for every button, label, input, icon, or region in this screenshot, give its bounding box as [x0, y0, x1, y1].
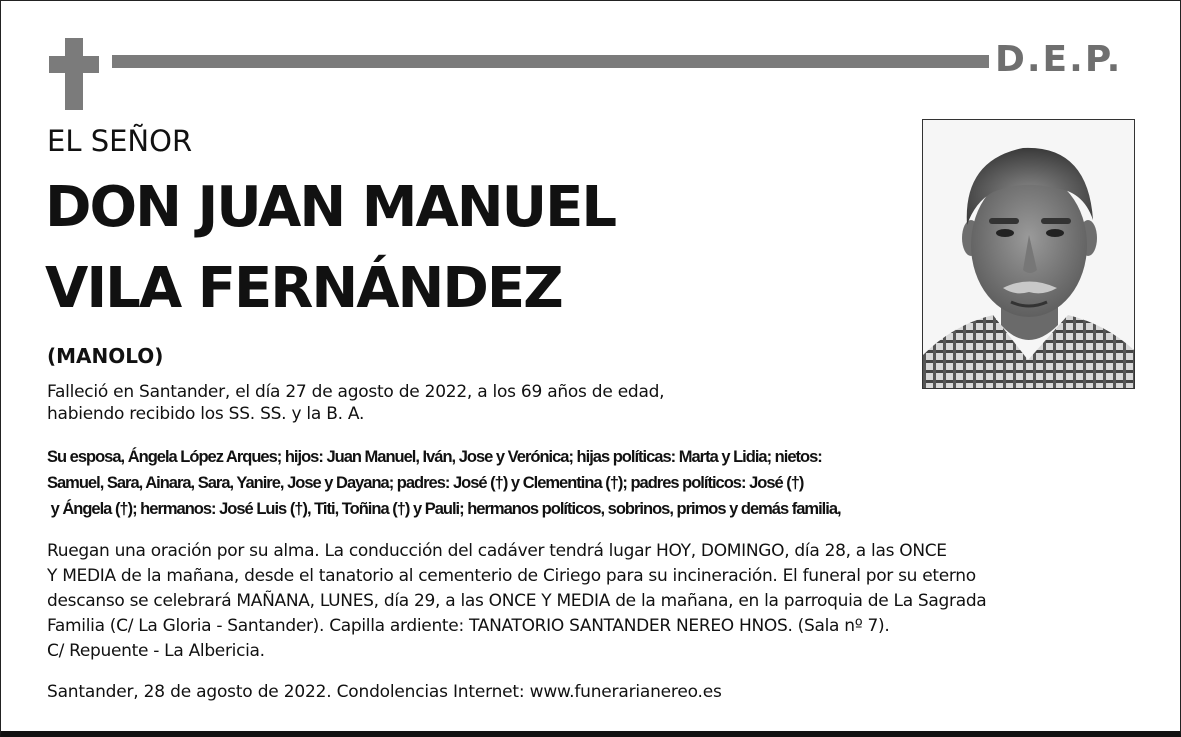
service-line5: C/ Repuente - La Albericia.	[47, 641, 265, 661]
portrait-image	[923, 120, 1135, 389]
service-line2: Y MEDIA de la mañana, desde el tanatorio al cementerio de Ciriego para su incineración. El funeral por su eterno	[47, 566, 976, 586]
family-line2: Samuel, Sara, Ainara, Sara, Yanire, Jose y Dayana; padres: José (†) y Clementina (†); padres políticos: José (†)	[47, 474, 804, 492]
service-line4: Familia (C/ La Gloria - Santander). Capilla ardiente: TANATORIO SANTANDER NEREO HNOS. (Sala nº 7).	[47, 616, 890, 636]
dep-label: D.E.P.	[995, 39, 1123, 80]
service-details	[47, 539, 986, 664]
family-list	[47, 444, 841, 522]
family-line3: y Ángela (†); hermanos: José Luis (†), Titi, Toñina (†) y Pauli; hermanos políticos, sobrinos, primos y demás familia,	[47, 500, 841, 518]
deceased-name-line2: VILA FERNÁNDEZ	[45, 256, 562, 321]
title-prefix: EL SEÑOR	[47, 124, 193, 158]
family-line1: Su esposa, Ángela López Arques; hijos: Juan Manuel, Iván, Jose y Verónica; hijas políticas: Marta y Lidia; nietos:	[47, 448, 822, 466]
death-details-line1: Falleció en Santander, el día 27 de agosto de 2022, a los 69 años de edad,	[47, 382, 665, 402]
service-line3: descanso se celebrará MAÑANA, LUNES, día 29, a las ONCE Y MEDIA de la mañana, en la parroquia de La Sagrada	[47, 591, 987, 611]
footer-line: Santander, 28 de agosto de 2022. Condolencias Internet: www.funerarianereo.es	[47, 682, 722, 702]
death-details	[47, 381, 664, 425]
header-rule	[112, 55, 989, 68]
service-line1: Ruegan una oración por su alma. La conducción del cadáver tendrá lugar HOY, DOMINGO, día 28, a las ONCE	[47, 541, 947, 561]
portrait-photo	[922, 119, 1135, 389]
deceased-name-line1: DON JUAN MANUEL	[45, 175, 616, 240]
cross-icon	[49, 38, 99, 110]
death-details-line2: habiendo recibido los SS. SS. y la B. A.	[47, 404, 365, 424]
nickname: (MANOLO)	[47, 344, 164, 368]
